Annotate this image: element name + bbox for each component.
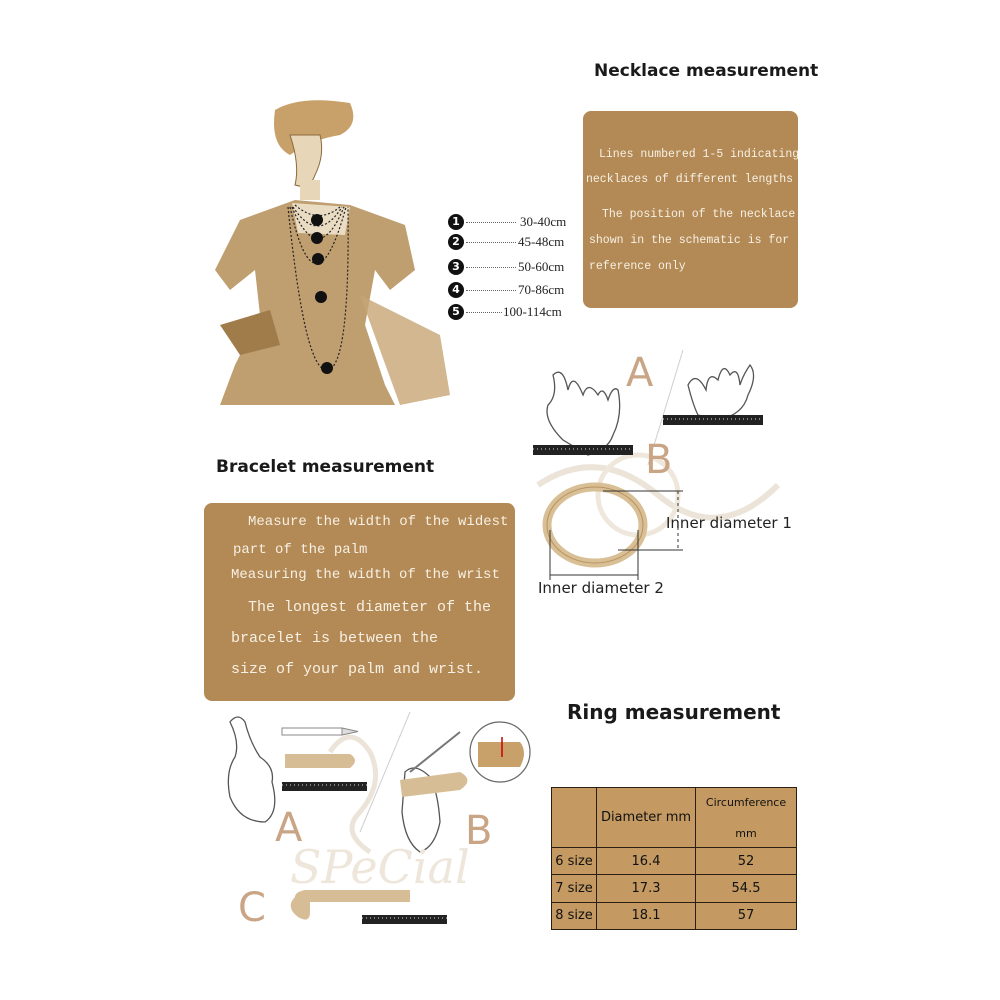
note-line: Lines numbered 1-5 indicating [599, 148, 800, 161]
necklace-length-row [448, 232, 578, 252]
necklace-length-row [448, 212, 578, 232]
necklace-length-row [448, 280, 578, 300]
dotted-line [466, 290, 516, 291]
bracelet-title: Bracelet measurement [216, 457, 435, 477]
note-line: Measuring the width of the wrist [231, 567, 500, 583]
circumference-cell: 57 [696, 902, 797, 929]
diameter-cell: 17.3 [597, 875, 696, 902]
number-badge: 5 [448, 304, 464, 320]
diameter-cell: 18.1 [597, 902, 696, 929]
necklace-length-label: 50-60cm [518, 259, 565, 274]
dotted-line [466, 242, 516, 243]
ring-size-table [551, 787, 797, 930]
inner-diameter-1-label: Inner diameter 1 [666, 514, 792, 532]
circumference-cell: 54.5 [696, 875, 797, 902]
table-row [552, 848, 797, 875]
necklace-length-row [448, 257, 578, 277]
size-cell: 8 size [552, 902, 597, 929]
necklace-length-row [448, 302, 578, 322]
note-line: part of the palm [233, 542, 368, 558]
watermark-text: SPeCial [290, 840, 470, 894]
necklace-note-box [583, 111, 798, 308]
table-header-circumference [696, 788, 797, 848]
dotted-line [466, 222, 516, 223]
size-cell: 7 size [552, 875, 597, 902]
step-a-letter: A [626, 350, 654, 396]
ring-step-a-letter: A [275, 805, 303, 851]
ring-title: Ring measurement [567, 700, 781, 724]
necklace-length-label: 70-86cm [518, 282, 565, 297]
note-line: necklaces of different lengths [586, 173, 794, 186]
ring-step-c-letter: C [238, 885, 266, 931]
inner-diameter-2-label: Inner diameter 2 [538, 579, 664, 597]
number-badge: 4 [448, 282, 464, 298]
circumference-cell: 52 [696, 848, 797, 875]
size-cell: 6 size [552, 848, 597, 875]
necklace-title: Necklace measurement [594, 61, 819, 81]
note-line: shown in the schematic is for [589, 234, 790, 247]
note-line: The longest diameter of the [248, 599, 492, 616]
note-line: The position of the necklace [602, 208, 796, 221]
table-header-diameter: Diameter mm [597, 788, 696, 848]
number-badge: 1 [448, 214, 464, 230]
dotted-line [466, 267, 516, 268]
table-header-row [552, 788, 797, 848]
necklace-length-label: 45-48cm [518, 234, 565, 249]
bracelet-note-box [204, 503, 515, 701]
circumference-label: Circumference [705, 795, 787, 809]
step-b-letter: B [645, 437, 673, 483]
necklace-length-label: 30-40cm [520, 214, 567, 229]
diameter-cell: 16.4 [597, 848, 696, 875]
note-line: Measure the width of the widest [248, 514, 509, 530]
note-line: size of your palm and wrist. [231, 661, 484, 678]
note-line: bracelet is between the [231, 630, 439, 647]
table-row [552, 875, 797, 902]
table-header-empty [552, 788, 597, 848]
ring-step-b-letter: B [465, 808, 493, 854]
number-badge: 2 [448, 234, 464, 250]
table-row [552, 902, 797, 929]
number-badge: 3 [448, 259, 464, 275]
circumference-unit: mm [735, 826, 757, 840]
note-line: reference only [589, 260, 686, 273]
woman-sketch-illustration [200, 95, 465, 410]
necklace-length-label: 100-114cm [503, 304, 562, 319]
dotted-line [466, 312, 502, 313]
